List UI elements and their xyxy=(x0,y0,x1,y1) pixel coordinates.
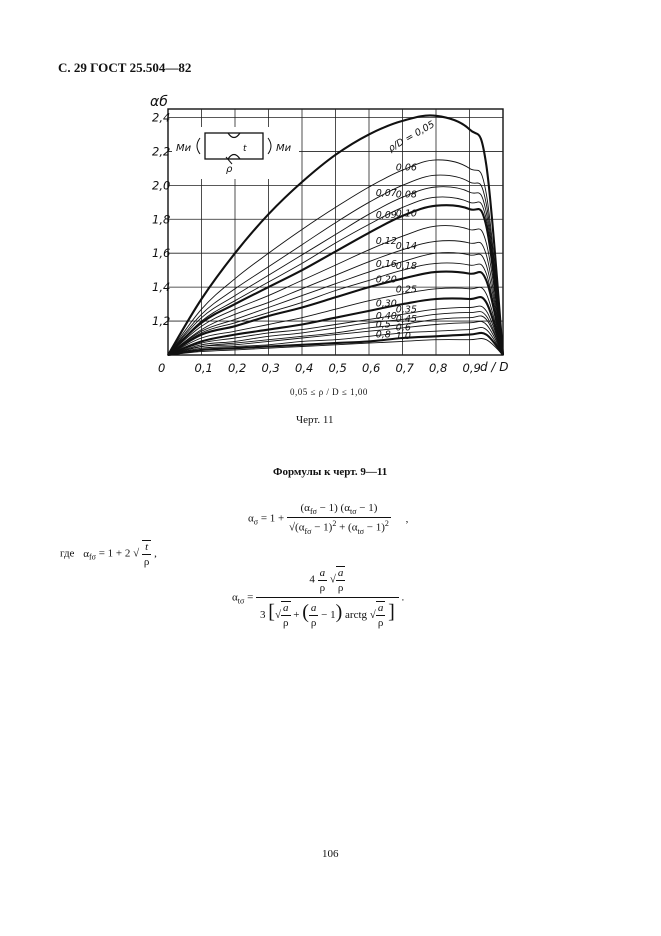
y-tick-label: 1,6 xyxy=(152,246,171,261)
f2-fraction xyxy=(142,540,152,568)
y-tick-label: 1,4 xyxy=(152,280,171,295)
y-tick-label: 1,2 xyxy=(152,314,171,329)
inset-label-left: Mи xyxy=(176,143,192,154)
x-tick-label: 0,8 xyxy=(429,361,448,375)
curve-label: 0,18 xyxy=(395,261,417,273)
f3-eq: = xyxy=(247,591,254,604)
stress-concentration-chart xyxy=(0,0,661,400)
formula-alpha-t-sigma xyxy=(232,566,404,629)
curve-label: 0,20 xyxy=(375,274,397,286)
curve-label: 0,14 xyxy=(395,241,417,253)
f1-eq: = 1 + xyxy=(260,512,285,525)
curve-label: 0,06 xyxy=(395,162,417,174)
f1-denominator: $√(\alpha_{f\sigma} - 1)^2 + (\alpha_{t\sigma} - 1)^2$ xyxy=(289,519,389,537)
f3-tail: . xyxy=(401,591,405,604)
curve-label: 0,07 xyxy=(375,187,397,199)
inset-label-right: Mи xyxy=(276,143,292,154)
curve-label: 0,5 xyxy=(375,319,391,331)
x-tick-label: 0,5 xyxy=(328,361,347,375)
x-axis-label: d / D xyxy=(480,360,509,374)
curve-label: 0,12 xyxy=(375,236,397,248)
curve-label: 0,6 xyxy=(395,322,411,334)
f2-numerator: t xyxy=(145,541,149,553)
x-tick-label: 0,1 xyxy=(194,361,213,375)
parameter-range: 0,05 ≤ ρ / D ≤ 1,00 xyxy=(290,387,368,397)
curve-label: 1,0 xyxy=(395,330,411,342)
x-tick-label: 0,9 xyxy=(462,361,481,375)
f3-lhs: α xyxy=(232,591,238,604)
f1-lhs: α xyxy=(248,512,254,525)
f3-lhs-sub: tσ xyxy=(237,596,245,606)
f2-lhs-sub: fσ xyxy=(88,552,96,562)
f2-eq: = 1 + 2 xyxy=(98,547,131,560)
x-tick-label: 0 xyxy=(158,361,166,375)
f1-lhs-sub: σ xyxy=(253,517,259,527)
curve-label: 0,10 xyxy=(395,208,417,220)
formula-alpha-sigma xyxy=(248,502,408,536)
curve-label: 0,8 xyxy=(375,329,391,341)
x-tick-label: 0,4 xyxy=(295,361,314,375)
f3-denominator: 3 [√ $\frac{a}{\rho}$ + ( $\frac{a}{\rho}$ − 1) arctg √ $\frac{a}{\rho}$ ] xyxy=(256,597,399,629)
chart-caption: Черт. 11 xyxy=(296,414,334,426)
y-tick-label: 2,4 xyxy=(152,110,171,125)
f2-lhs: α xyxy=(83,547,89,560)
x-tick-label: 0,3 xyxy=(261,361,280,375)
y-tick-label: 2,0 xyxy=(152,178,171,193)
f3-numerator: 4 $\frac{a}{\rho}$ √ $\frac{a}{\rho}$ xyxy=(309,566,344,594)
f2-root: √ xyxy=(133,547,140,560)
x-tick-label: 0,7 xyxy=(395,361,414,375)
curve-label: 0,40 xyxy=(375,311,397,323)
x-tick-label: 0,6 xyxy=(362,361,381,375)
y-tick-label: 1,8 xyxy=(152,212,171,227)
f1-tail: , xyxy=(405,512,409,525)
f1-numerator: $(\alpha_{f\sigma} - 1) (\alpha_{t\sigma} - 1)$ xyxy=(300,502,378,517)
x-tick-label: 0,2 xyxy=(228,361,247,375)
page-number: 106 xyxy=(322,848,339,860)
curve-label: 0,09 xyxy=(375,209,397,221)
f2-prefix: где xyxy=(60,547,75,560)
curve-labels xyxy=(376,119,437,342)
curve-label: 0,08 xyxy=(395,189,417,201)
curve-label: 0,35 xyxy=(395,304,417,316)
f2-tail: , xyxy=(154,547,157,560)
y-axis-label: αб xyxy=(150,94,168,110)
formulas-heading: Формулы к черт. 9—11 xyxy=(273,466,388,478)
curve-label: 0,45 xyxy=(395,314,417,326)
f2-denominator: ρ xyxy=(143,556,150,568)
curve-label: 0,30 xyxy=(375,298,397,310)
curve-label: 0,25 xyxy=(395,284,417,296)
inset-label-t: t xyxy=(243,144,247,154)
specimen-inset xyxy=(172,127,299,179)
curve-label: ρ/D = 0,05 xyxy=(386,119,437,155)
y-tick-label: 2,2 xyxy=(152,144,171,159)
inset-label-rho: ρ xyxy=(226,164,233,175)
curve-label: 0,16 xyxy=(375,258,397,270)
f1-fraction xyxy=(287,502,391,536)
page-header: С. 29 ГОСТ 25.504—82 xyxy=(58,60,192,75)
formula-alpha-f-sigma xyxy=(60,540,157,568)
f3-fraction xyxy=(256,566,399,629)
